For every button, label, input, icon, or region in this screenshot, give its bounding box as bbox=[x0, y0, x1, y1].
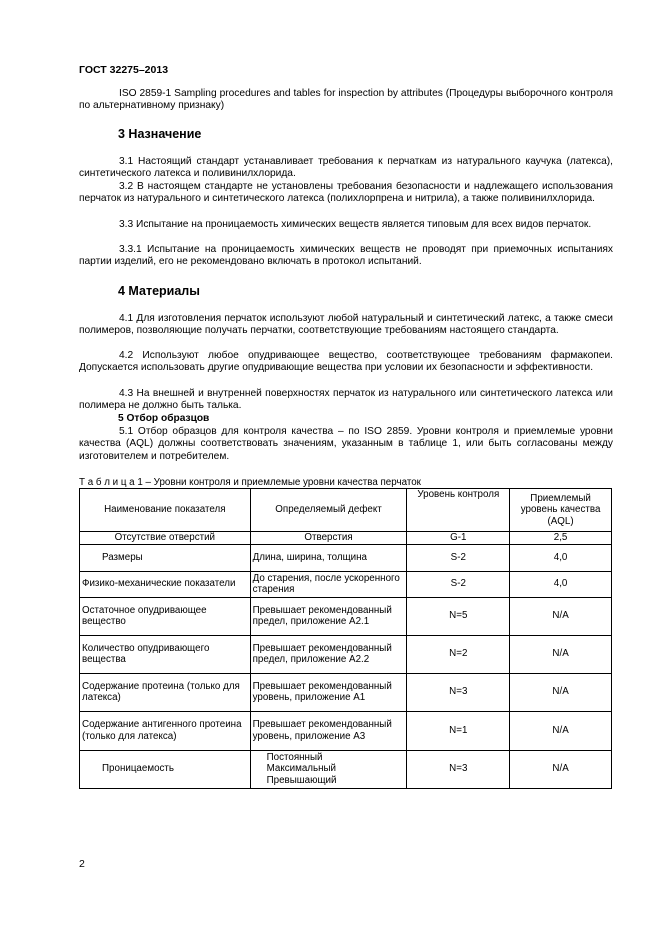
table-cell: Превышает рекомендованный уровень, приложение А1 bbox=[250, 673, 407, 711]
table-cell: Длина, ширина, толщина bbox=[250, 544, 407, 571]
paragraph-4-2: 4.2 Используют любое опудривающее вещество, соответствующее требованиям фармакопеи. Допускается использовать другие опудривающие вещества при условии их безопасности и эффективности. bbox=[79, 350, 613, 374]
paragraph-3-3-1: 3.3.1 Испытание на проницаемость химических веществ не проводят при приемочных испытаниях партии изделий, его не рекомендовано включать в протокол испытаний. bbox=[79, 244, 613, 268]
table-row bbox=[80, 571, 612, 597]
table-cell: 4,0 bbox=[510, 571, 612, 597]
table-cell: N/A bbox=[510, 635, 612, 673]
table-cell: S-2 bbox=[407, 571, 510, 597]
paragraph-4-1: 4.1 Для изготовления перчаток используют любой натуральный и синтетический латекс, а также смеси полимеров, позволяющие получать перчатки, соответствующие требованиям настоящего стандарта. bbox=[79, 313, 613, 337]
column-header: Определяемый дефект bbox=[250, 489, 407, 532]
table-cell: Отверстия bbox=[250, 532, 407, 545]
table-cell: Постоянный Максимальный Превышающий bbox=[250, 750, 407, 788]
table-row bbox=[80, 673, 612, 711]
table-row bbox=[80, 635, 612, 673]
table-row bbox=[80, 532, 612, 545]
table-cell: N=1 bbox=[407, 711, 510, 750]
table-cell: 4,0 bbox=[510, 544, 612, 571]
table-cell: S-2 bbox=[407, 544, 510, 571]
table-row bbox=[80, 750, 612, 788]
table-cell: N/A bbox=[510, 673, 612, 711]
table-header-row bbox=[80, 489, 612, 532]
table-cell: N/A bbox=[510, 711, 612, 750]
paragraph-3-1: 3.1 Настоящий стандарт устанавливает требования к перчаткам из натурального каучука (латекса), синтетического латекса и поливинилхлорида. bbox=[79, 156, 613, 180]
table-cell: G-1 bbox=[407, 532, 510, 545]
table-cell: Содержание протеина (только для латекса) bbox=[80, 673, 251, 711]
section-3-title: 3 Назначение bbox=[118, 127, 202, 141]
table-cell: N=3 bbox=[407, 673, 510, 711]
table-cell: Остаточное опудривающее вещество bbox=[80, 597, 251, 635]
column-header: Наименование показателя bbox=[80, 489, 251, 532]
column-header: Приемлемый уровень качества (AQL) bbox=[510, 489, 612, 532]
table-cell: 2,5 bbox=[510, 532, 612, 545]
table-cell: Содержание антигенного протеина (только для латекса) bbox=[80, 711, 251, 750]
table-cell: N=2 bbox=[407, 635, 510, 673]
table-cell: N/A bbox=[510, 750, 612, 788]
table-cell: N=3 bbox=[407, 750, 510, 788]
table-caption: Т а б л и ц а 1 – Уровни контроля и приемлемые уровни качества перчаток bbox=[79, 477, 421, 488]
table-cell: Физико-механические показатели bbox=[80, 571, 251, 597]
aql-table bbox=[79, 488, 612, 789]
table-cell: Превышает рекомендованный предел, приложение А2.1 bbox=[250, 597, 407, 635]
table-cell: Количество опудривающего вещества bbox=[80, 635, 251, 673]
table-cell: Размеры bbox=[80, 544, 251, 571]
paragraph-4-3: 4.3 На внешней и внутренней поверхностях перчаток из натурального или синтетического латекса или полимера не должно быть талька. bbox=[79, 388, 613, 412]
normative-reference: ISO 2859-1 Sampling procedures and tables for inspection by attributes (Процедуры выборочного контроля по альтернативному признаку) bbox=[79, 88, 613, 112]
table-cell: Превышает рекомендованный предел, приложение А2.2 bbox=[250, 635, 407, 673]
column-header: Уровень контроля bbox=[407, 489, 510, 532]
paragraph-3-2: 3.2 В настоящем стандарте не установлены требования безопасности и надлежащего использования перчаток из натурального и синтетического латекса (полихлорпрена и нитрила), а также поливинилхлорида. bbox=[79, 181, 613, 205]
document-header: ГОСТ 32275–2013 bbox=[79, 64, 169, 76]
section-4-title: 4 Материалы bbox=[118, 284, 200, 298]
table-row bbox=[80, 597, 612, 635]
table-row bbox=[80, 544, 612, 571]
paragraph-5-1: 5.1 Отбор образцов для контроля качества – по ISO 2859. Уровни контроля и приемлемые уровни качества (AQL) должны соответствовать значениям, указанным в таблице 1, или быть согласованы между изготовителем и потребителем. bbox=[79, 426, 613, 462]
page-number: 2 bbox=[79, 858, 85, 870]
table-cell: Проницаемость bbox=[80, 750, 251, 788]
paragraph-3-3: 3.3 Испытание на проницаемость химических веществ является типовым для всех видов перчаток. bbox=[119, 219, 592, 230]
table-cell: До старения, после ускоренного старения bbox=[250, 571, 407, 597]
table-row bbox=[80, 711, 612, 750]
table-cell: N/A bbox=[510, 597, 612, 635]
table-cell: Отсутствие отверстий bbox=[80, 532, 251, 545]
section-5-title: 5 Отбор образцов bbox=[118, 413, 210, 424]
table-cell: Превышает рекомендованный уровень, приложение А3 bbox=[250, 711, 407, 750]
table-cell: N=5 bbox=[407, 597, 510, 635]
